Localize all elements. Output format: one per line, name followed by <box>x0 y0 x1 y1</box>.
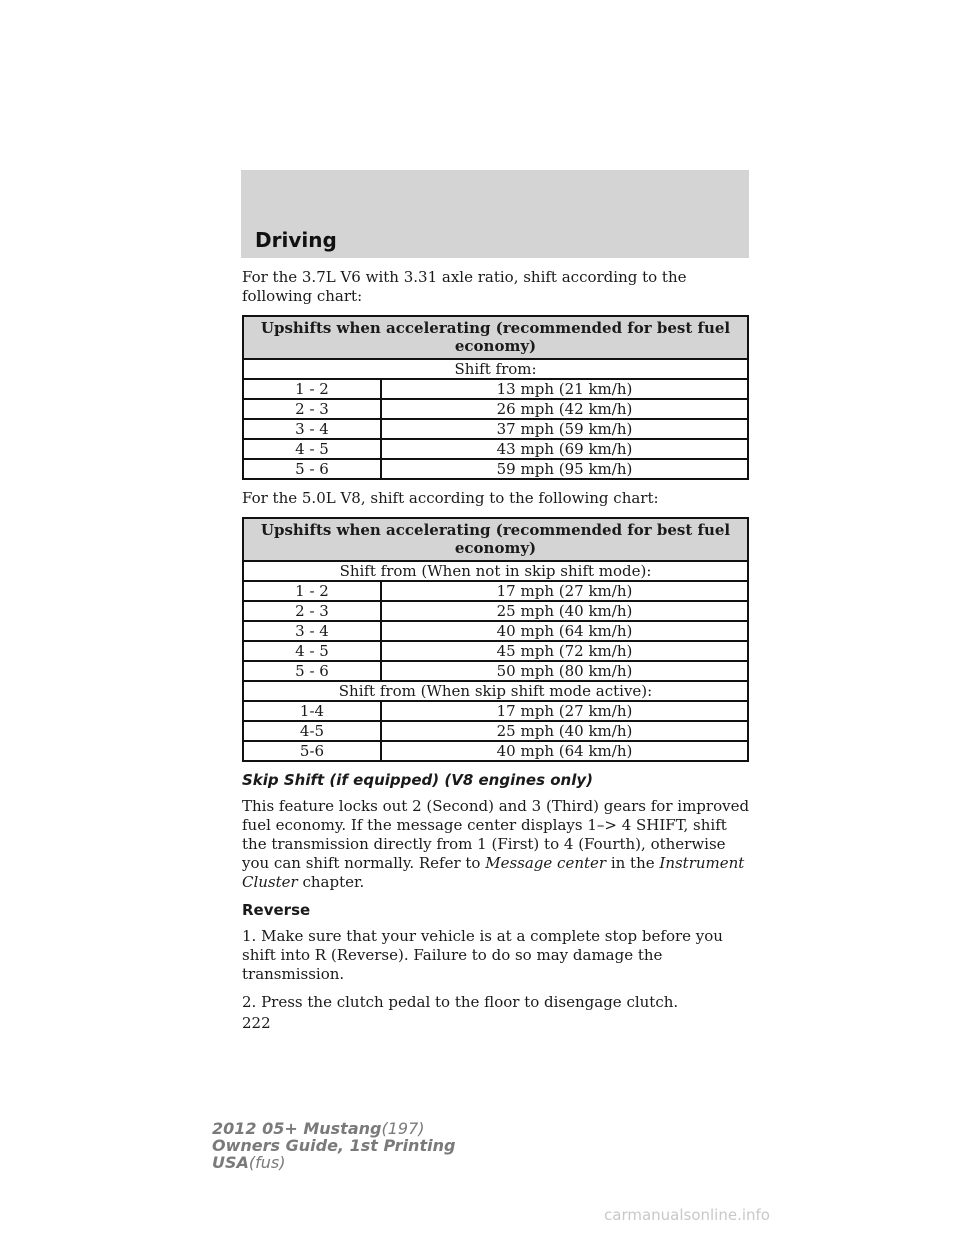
section-header-band <box>241 170 749 258</box>
speed-cell: 40 mph (64 km/h) <box>381 741 748 761</box>
table-row <box>243 721 748 741</box>
reverse-step-1: 1. Make sure that your vehicle is at a complete stop before you shift into R (Reverse). Failure to do so may damage the transmission. <box>242 927 723 983</box>
table-row <box>243 459 748 479</box>
table-subheader-normal: Shift from (When not in skip shift mode): <box>243 561 748 581</box>
table-title: Upshifts when accelerating (recommended for best fuel economy) <box>243 518 748 561</box>
table-row <box>243 379 748 399</box>
instrument-cluster-reference: Instrument Cluster <box>242 854 745 891</box>
speed-cell: 17 mph (27 km/h) <box>381 701 748 721</box>
skip-shift-text-1: This feature locks out 2 (Second) and 3 (Third) gears for improved fuel economy. If the message center displays 1–> 4 SHIFT, shift the transmission directly from 1 (First) to 4 (Fourth), otherwise you can shift normally. Refer to <box>242 797 750 872</box>
table-row <box>243 621 748 641</box>
skip-shift-heading: Skip Shift (if equipped) (V8 engines only) <box>242 771 593 789</box>
table-row <box>243 661 748 681</box>
table-row <box>243 741 748 761</box>
table-row <box>243 581 748 601</box>
reverse-step-2: 2. Press the clutch pedal to the floor to disengage clutch. <box>242 993 679 1011</box>
gear-cell: 2 - 3 <box>243 601 381 621</box>
skip-shift-text-3: chapter. <box>297 873 365 891</box>
gear-cell: 5 - 6 <box>243 661 381 681</box>
speed-cell: 59 mph (95 km/h) <box>381 459 748 479</box>
speed-cell: 50 mph (80 km/h) <box>381 661 748 681</box>
intro-v6-paragraph: For the 3.7L V6 with 3.31 axle ratio, shift according to the following chart: <box>242 268 687 305</box>
gear-cell: 3 - 4 <box>243 419 381 439</box>
section-title: Driving <box>255 228 337 252</box>
speed-cell: 25 mph (40 km/h) <box>381 721 748 741</box>
table-subheader: Shift from: <box>243 359 748 379</box>
speed-cell: 40 mph (64 km/h) <box>381 621 748 641</box>
message-center-reference: Message center <box>485 854 607 872</box>
table-title: Upshifts when accelerating (recommended for best fuel economy) <box>243 316 748 359</box>
watermark: carmanualsonline.info <box>604 1206 770 1224</box>
shift-table-v6 <box>242 315 749 480</box>
page-content <box>242 268 750 1032</box>
gear-cell: 4-5 <box>243 721 381 741</box>
gear-cell: 2 - 3 <box>243 399 381 419</box>
footer-market-code: (fus) <box>248 1153 286 1172</box>
print-footer <box>212 1120 455 1171</box>
gear-cell: 5-6 <box>243 741 381 761</box>
gear-cell: 4 - 5 <box>243 439 381 459</box>
gear-cell: 1 - 2 <box>243 581 381 601</box>
page-number: 222 <box>242 1014 271 1032</box>
table-row <box>243 641 748 661</box>
speed-cell: 13 mph (21 km/h) <box>381 379 748 399</box>
speed-cell: 43 mph (69 km/h) <box>381 439 748 459</box>
reverse-heading: Reverse <box>242 901 311 919</box>
gear-cell: 4 - 5 <box>243 641 381 661</box>
intro-v8-paragraph: For the 5.0L V8, shift according to the following chart: <box>242 489 659 507</box>
speed-cell: 37 mph (59 km/h) <box>381 419 748 439</box>
shift-table-v8 <box>242 517 749 762</box>
gear-cell: 5 - 6 <box>243 459 381 479</box>
footer-printing: Owners Guide, 1st Printing <box>212 1136 456 1155</box>
table-row <box>243 439 748 459</box>
footer-model: 2012 05+ Mustang <box>212 1119 382 1138</box>
footer-model-code: (197) <box>381 1119 425 1138</box>
table-row <box>243 419 748 439</box>
table-row <box>243 701 748 721</box>
footer-market: USA <box>212 1153 249 1172</box>
gear-cell: 1 - 2 <box>243 379 381 399</box>
table-row <box>243 399 748 419</box>
speed-cell: 17 mph (27 km/h) <box>381 581 748 601</box>
table-subheader-skip: Shift from (When skip shift mode active): <box>243 681 748 701</box>
speed-cell: 25 mph (40 km/h) <box>381 601 748 621</box>
gear-cell: 1-4 <box>243 701 381 721</box>
gear-cell: 3 - 4 <box>243 621 381 641</box>
speed-cell: 45 mph (72 km/h) <box>381 641 748 661</box>
table-row <box>243 601 748 621</box>
skip-shift-text-2: in the <box>606 854 660 872</box>
skip-shift-paragraph <box>242 797 750 892</box>
speed-cell: 26 mph (42 km/h) <box>381 399 748 419</box>
